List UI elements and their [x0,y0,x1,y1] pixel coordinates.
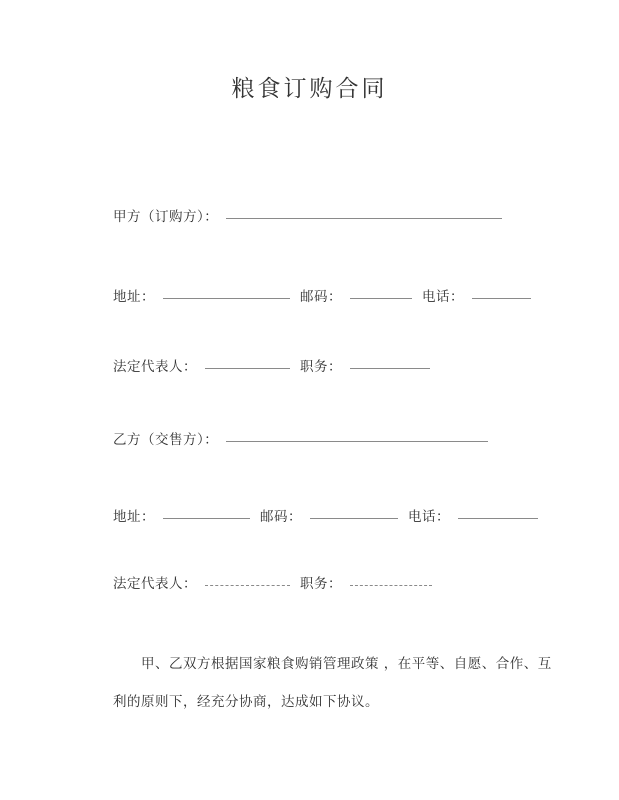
party-a-legal-row [113,355,430,375]
party-a-legal-rep-label: 法定代表人： [113,359,197,375]
party-b-position-label: 职务： [300,576,342,592]
party-b-phone-blank[interactable] [458,518,538,519]
party-a-address-row [113,285,531,305]
party-a-postcode-blank[interactable] [350,298,412,299]
party-b-label: 乙方（交售方）： [113,432,219,448]
party-b-address-blank[interactable] [163,518,250,519]
agreement-paragraph-line-1 [113,645,552,683]
party-a-phone-blank[interactable] [472,298,531,299]
page-title: 粮食订购合同 [231,76,388,102]
party-b-address-row [113,505,538,525]
party-b-legal-rep-label: 法定代表人： [113,576,197,592]
party-b-row [113,428,488,448]
party-a-position-blank[interactable] [350,368,430,369]
party-b-postcode-blank[interactable] [310,518,398,519]
party-a-address-blank[interactable] [163,298,290,299]
party-a-row [113,205,502,225]
party-a-legal-rep-blank[interactable] [205,368,290,369]
agreement-paragraph-line-1-text: 甲、乙双方根据国家粮食购销管理政策 ，在平等、自愿、合作、互 [141,656,552,672]
party-b-legal-rep-blank[interactable] [205,585,290,586]
agreement-paragraph-line-2: 利的原则下，经充分协商，达成如下协议。 [113,694,379,710]
agreement-paragraph [113,645,552,721]
party-b-postcode-label: 邮码： [260,509,302,525]
party-b-address-label: 地址： [113,509,155,525]
party-b-legal-row [113,572,432,592]
party-a-position-label: 职务： [300,359,342,375]
party-b-name-blank[interactable] [226,441,488,442]
party-a-name-blank[interactable] [226,218,502,219]
party-b-phone-label: 电话： [408,509,450,525]
party-a-postcode-label: 邮码： [300,289,342,305]
party-b-position-blank[interactable] [350,585,432,586]
party-a-label: 甲方（订购方）： [113,209,219,225]
party-a-address-label: 地址： [113,289,155,305]
party-a-phone-label: 电话： [422,289,464,305]
